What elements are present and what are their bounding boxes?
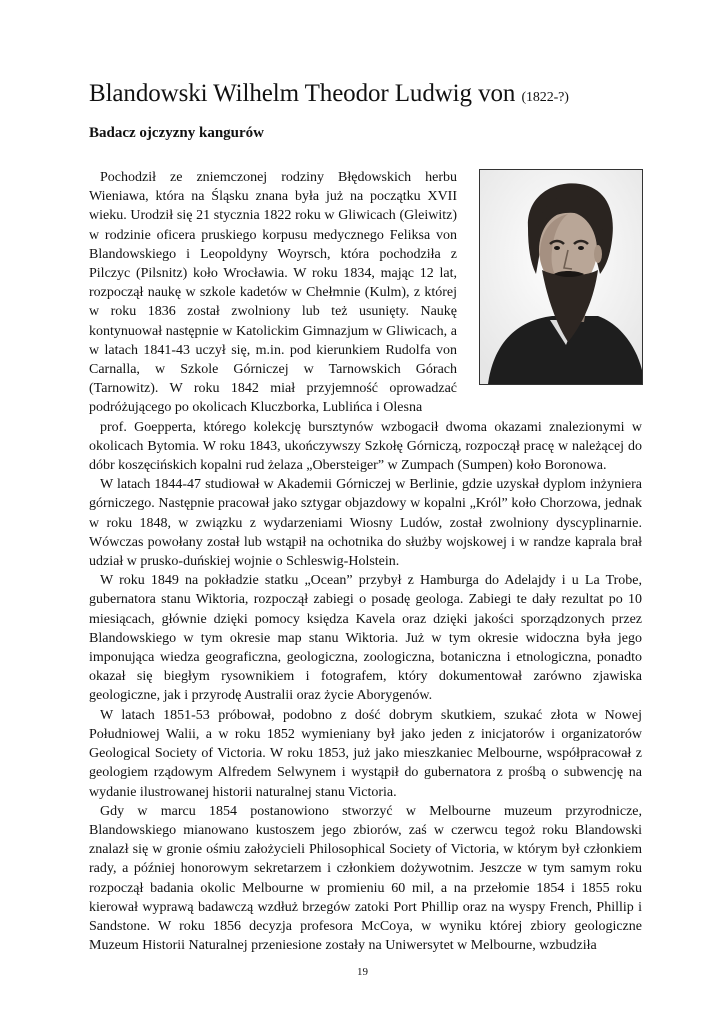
page-subtitle: Badacz ojczyzny kangurów <box>89 125 264 141</box>
page-number: 19 <box>357 966 368 978</box>
paragraph-3: W latach 1844-47 studiował w Akademii Górniczej w Berlinie, gdzie uzyskał dyplom inżyniera górniczego. Następnie pracował jako sztygar objazdowy w kopalni „Król” koło Chorzowa, jednak w roku 1848, w związku z wydarzeniami Wiosny Ludów, został zwolniony dyscyplinarnie. Wówczas powołany został lub wstąpił na ochotnika do służby wojskowej i w randze kaprala brał udział w prusko-duńskiej wojnie o Schleswig-Holstein. <box>89 477 642 570</box>
page-title <box>89 80 569 108</box>
title-years: (1822-?) <box>521 90 569 105</box>
paragraph-4: W roku 1849 na pokładzie statku „Ocean” przybył z Hamburga do Adelajdy i u La Trobe, gubernatora stanu Wiktoria, rozpoczął zabiegi o posadę geologa. Zabiegi te dały rezultat po 10 miesiącach, głównie dzięki pomocy księdza Kavela oraz dzięki jakości sporządzonych przez Blandowskiego w tym okresie map stanu Wiktoria. Już w tym okresie widoczna była jego imponująca wiedza geograficzna, geologiczna, zoologiczna, botaniczna i etnologiczna, ponadto okazał się biegłym rysownikiem i fotografem, który dokumentował zarówno zjawiska geologiczne, jak i przyrodę Australii oraz życie Aborygenów. <box>89 573 642 704</box>
paragraph-1: Pochodził ze zniemczonej rodziny Błędowskich herbu Wieniawa, która na Śląsku znana była już na początku XVII wieku. Urodził się 21 stycznia 1822 roku w Gliwicach (Gleiwitz) w rodzinie oficera pruskiego korpusu medycznego Feliksa von Blandowskiego i Leopoldyny Woyrsch, która pochodziła z Pilczyc (Pilsnitz) koło Wrocławia. W roku 1834, mając 12 lat, rozpoczął naukę w szkole kadetów w Chełmnie (Kulm), z której w roku 1836 został zwolniony lub też usunięty. Naukę kontynuował następnie w Katolickim Gimnazjum w Gliwicach, a w latach 1841-43 uczył się, m.in. pod kierunkiem Rudolfa von Carnalla, w Szkole Górniczej w Tarnowskich Górach (Tarnowitz). W roku 1842 miał przyjemność oprowadzać podróżującego po okolicach Kluczborka, Lublińca i Olesna <box>89 170 457 416</box>
paragraph-6: Gdy w marcu 1854 postanowiono stworzyć w Melbourne muzeum przyrodnicze, Blandowskiego mianowano kustoszem jego zbiorów, zaś w czerwcu tegoż roku Blandowski znalazł się w gronie ośmiu założycieli Philosophical Society of Victoria, w którym był członkiem rady, a później honorowym sekretarzem i członkiem dożywotnim. Jeszcze w tym samym roku rozpoczął badania okolic Melbourne w promieniu 60 mil, a na przełomie 1854 i 1855 roku kierował wyprawą badawczą wzdłuż brzegów zatoki Port Phillip oraz na wyspy French, Phillip i Sandstone. W roku 1856 decyzja profesora McCoya, w wyniku której zbiory geologiczne Muzeum Historii Naturalnej przeniesione zostały na Uniwersytet w Melbourne, wzbudziła <box>89 803 642 954</box>
article-body <box>89 168 642 955</box>
paragraph-5: W latach 1851-53 próbował, podobno z dość dobrym skutkiem, szukać złota w Nowej Południowej Walii, a w roku 1852 wymieniany był jako jeden z inicjatorów i organizatorów Geological Society of Victoria. W roku 1853, już jako mieszkaniec Melbourne, współpracował z geologiem rządowym Alfredem Selwynem i wystąpił do gubernatora z prośbą o subwencję na wydanie ilustrowanej historii naturalnej stanu Victoria. <box>89 707 642 800</box>
title-name: Blandowski Wilhelm Theodor Ludwig von <box>89 80 516 107</box>
paragraph-2: prof. Goepperta, którego kolekcję bursztynów wzbogacił dwoma okazami znalezionymi w okolicach Bytomia. W roku 1843, ukończywszy Szkołę Górniczą, rozpoczął pracę w należącej do dóbr koszęcińskich kopalni rud żelaza „Obersteiger” w Zumpach (Sumpen) koło Boronowa. <box>89 419 642 474</box>
